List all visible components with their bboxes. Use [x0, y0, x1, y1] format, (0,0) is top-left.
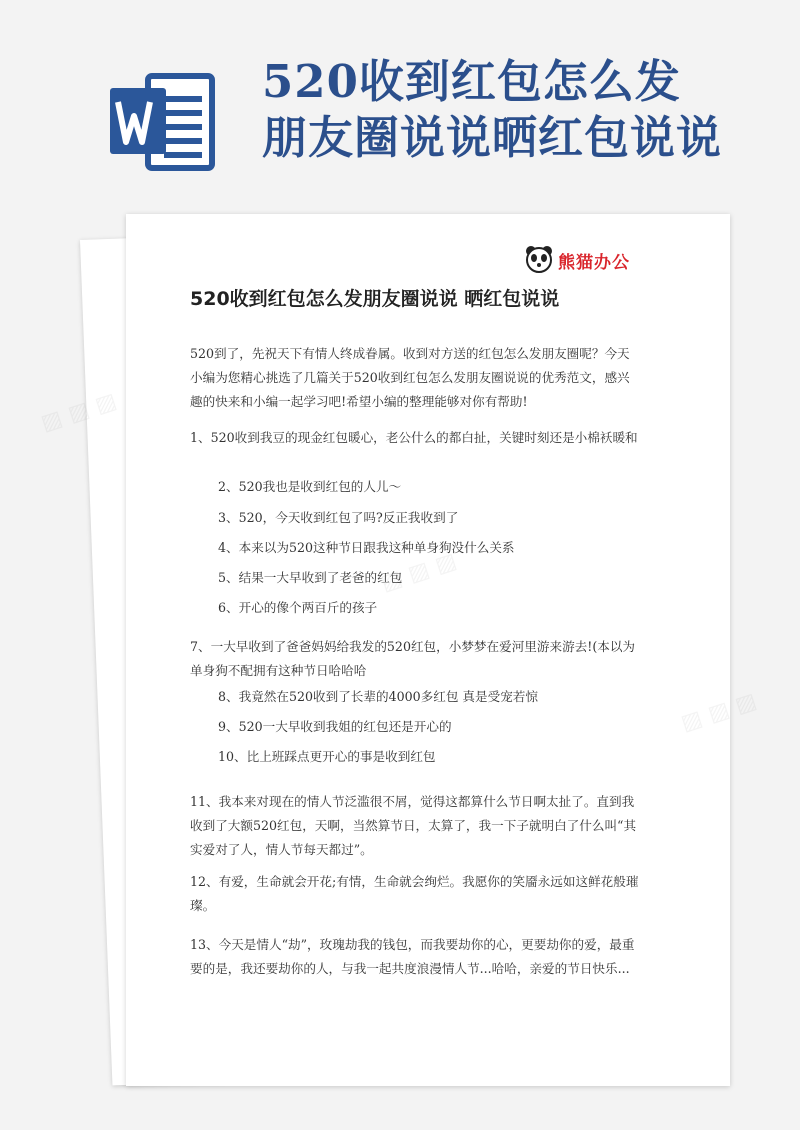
list-item-12: 12、有爱，生命就会开花;有情，生命就会绚烂。我愿你的笑靥永远如这鲜花般璀璨。 [190, 874, 639, 913]
banner-title-line-1: 520收到红包怎么发 [262, 55, 681, 108]
panda-logo [524, 244, 630, 276]
list-item: 2、520我也是收到红包的人儿～ [218, 479, 402, 494]
list-item: 3、520，今天收到红包了吗?反正我收到了 [218, 510, 459, 525]
intro-paragraph: 520到了，先祝天下有情人终成眷属。收到对方送的红包怎么发朋友圈呢？今天小编为您精心挑选了几篇关于520收到红包怎么发朋友圈说说的优秀范文，感兴趣的快来和小编一起学习吧!希望小编的整理能够对你有帮助! [190, 346, 630, 409]
banner-title [262, 54, 782, 166]
panda-icon [524, 244, 554, 274]
list-item: 4、本来以为520这种节日跟我这种单身狗没什么关系 [218, 540, 515, 555]
banner-title-line-2: 朋友圈说说晒红包说说 [262, 111, 723, 164]
word-document-icon [108, 66, 218, 176]
list-item-1: 1、520收到我豆的现金红包暖心，老公什么的都白扯，关键时刻还是小棉袄暖和 [190, 430, 638, 445]
document-title: 520收到红包怎么发朋友圈说说 晒红包说说 [190, 288, 560, 310]
logo-text: 熊猫办公 [558, 253, 630, 273]
list-item: 5、结果一大早收到了老爸的红包 [218, 570, 403, 585]
list-item-11: 11、我本来对现在的情人节泛滥很不屑，觉得这都算什么节日啊太扯了。直到我收到了大额520红包，天啊，当然算节日，太算了，我一下子就明白了什么叫“其实爱对了人，情人节每天都过”。 [190, 794, 637, 857]
list-item: 8、我竟然在520收到了长辈的4000多红包 真是受宠若惊 [218, 689, 538, 704]
banner-header [0, 0, 800, 200]
list-item: 9、520一大早收到我姐的红包还是开心的 [218, 719, 452, 734]
list-item-13: 13、今天是情人“劫”，玫瑰劫我的钱包，而我要劫你的心，更要劫你的爱，最重要的是，我还要劫你的人，与我一起共度浪漫情人节...哈哈，亲爱的节日快乐... [190, 937, 635, 976]
watermark-mark: ▨ [732, 688, 760, 719]
list-item: 6、开心的像个两百斤的孩子 [218, 600, 378, 615]
watermark-mark: ▨ ▨ ▨ [38, 388, 120, 437]
list-item-7: 7、一大早收到了爸爸妈妈给我发的520红包，小梦梦在爱河里游来游去!(本以为单身狗不配拥有这种节日哈哈哈 [190, 639, 636, 678]
list-item: 10、比上班踩点更开心的事是收到红包 [218, 749, 436, 764]
